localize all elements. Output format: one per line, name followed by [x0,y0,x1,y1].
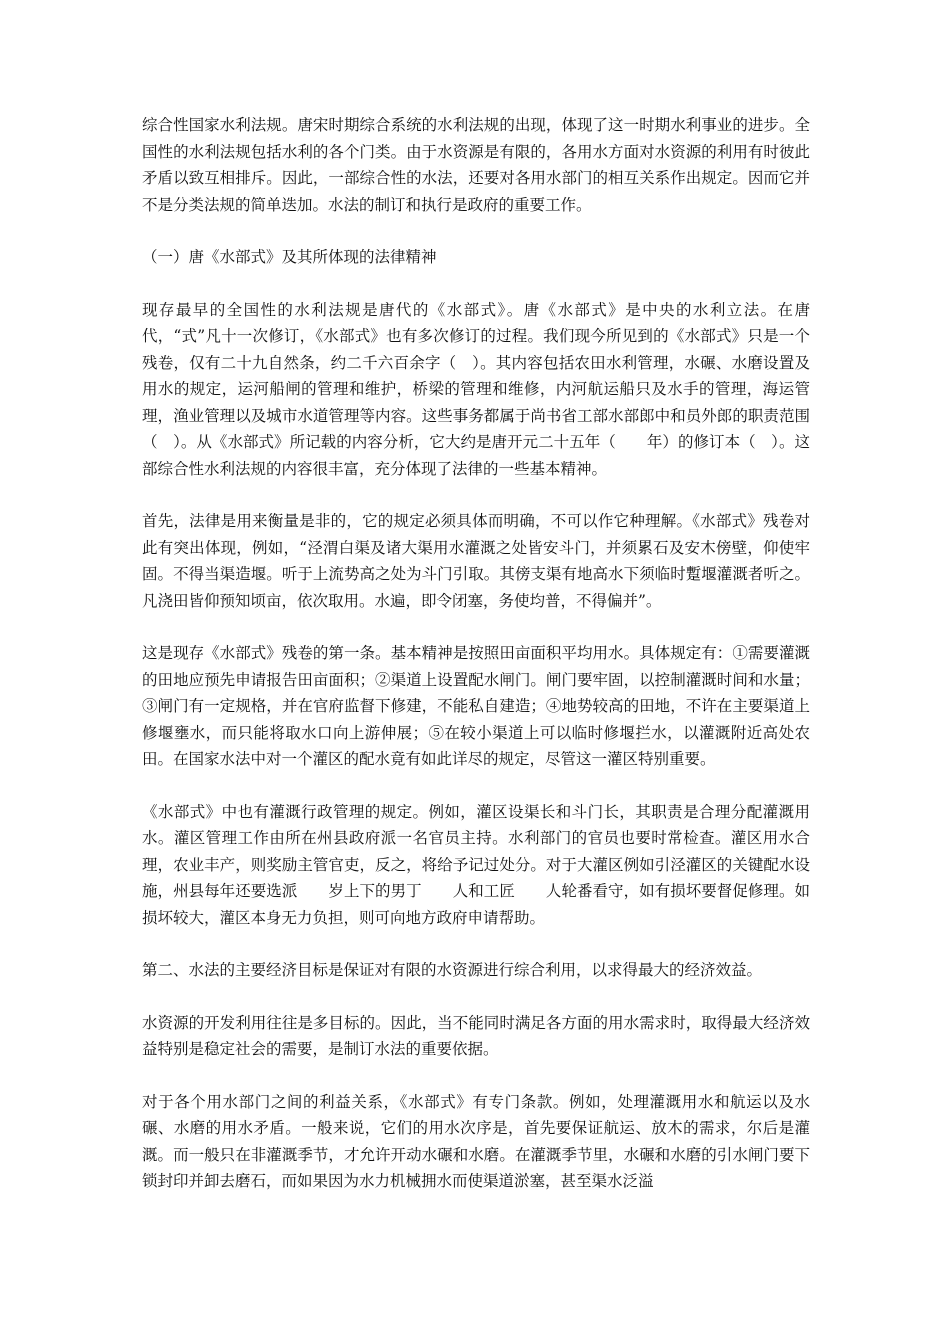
section-heading: （一）唐《水部式》及其所体现的法律精神 [142,248,437,266]
paragraph-first-principle: 首先，法律是用来衡量是非的，它的规定必须具体而明确，不可以作它种理解。《水部式》残卷对此有突出体现，例如，“泾渭白渠及诸大渠用水灌溉之处皆安斗门，并须累石及安木傍壁，仰使牢固。不得当渠造堰。听于上流势高之处为斗门引取。其傍支渠有地高水下须临时蹔堰灌溉者听之。凡浇田皆仰预知顷亩，依次取用。水遍，即令闭塞，务使均普，不得偏并”。 [142,512,810,610]
paragraph-multi-purpose: 水资源的开发利用往往是多目标的。因此，当不能同时满足各方面的用水需求时，取得最大经济效益特别是稳定社会的需要，是制订水法的重要依据。 [142,1013,810,1058]
document-page [142,112,810,1221]
paragraph-shuibushi-overview: 现存最早的全国性的水利法规是唐代的《水部式》。唐《水部式》是中央的水利立法。在唐代，“式”凡十一次修订，《水部式》也有多次修订的过程。我们现今所见到的《水部式》只是一个残卷，仅有二十九自然条，约二千六百余字（ ）。其内容包括农田水利管理，水碾、水磨设置及用水的规定，运河船闸的管理和维护，桥梁的管理和维修，内河航运船只及水手的管理，海运管理，渔业管理以及城市水道管理等内容。这些事务都属于尚书省工部水部郎中和员外郎的职责范围（ ）。从《水部式》所记载的内容分析，它大约是唐开元二十五年（ 年）的修订本（ ）。这部综合性水利法规的内容很丰富，充分体现了法律的一些基本精神。 [142,300,810,478]
paragraph-first-article: 这是现存《水部式》残卷的第一条。基本精神是按照田亩面积平均用水。具体规定有：①需要灌溉的田地应预先申请报告田亩面积；②渠道上设置配水闸门。闸门要牢固，以控制灌溉时间和水量；③闸门有一定规格，并在官府监督下修建，不能私自建造；④地势较高的田地，不许在主要渠道上修堰壅水，而只能将取水口向上游伸展；⑤在较小渠道上可以临时修堰拦水，以灌溉附近高处农田。在国家水法中对一个灌区的配水竟有如此详尽的规定，尽管这一灌区特别重要。 [142,644,810,768]
paragraph-second-principle: 第二、水法的主要经济目标是保证对有限的水资源进行综合利用，以求得最大的经济效益。 [142,961,763,979]
paragraph-intro: 综合性国家水利法规。唐宋时期综合系统的水利法规的出现，体现了这一时期水利事业的进步。全国性的水利法规包括水利的各个门类。由于水资源是有限的，各用水方面对水资源的利用有时彼此矛盾以致互相排斥。因此，一部综合性的水法，还要对各用水部门的相互关系作出规定。因而它并不是分类法规的简单迭加。水法的制订和执行是政府的重要工作。 [142,116,810,214]
paragraph-irrigation-admin: 《水部式》中也有灌溉行政管理的规定。例如，灌区设渠长和斗门长，其职责是合理分配灌溉用水。灌区管理工作由所在州县政府派一名官员主持。水利部门的官员也要时常检查。灌区用水合理，农业丰产，则奖励主管官吏，反之，将给予记过处分。对于大灌区例如引泾灌区的关键配水设施，州县每年还要选派 岁上下的男丁 人和工匠 人轮番看守，如有损坏要督促修理。如损坏较大，灌区本身无力负担，则可向地方政府申请帮助。 [142,802,810,927]
paragraph-water-use-order: 对于各个用水部门之间的利益关系，《水部式》有专门条款。例如，处理灌溉用水和航运以及水碾、水磨的用水矛盾。一般来说，它们的用水次序是，首先要保证航运、放木的需求，尔后是灌溉。而一般只在非灌溉季节，才允许开动水碾和水磨。在灌溉季节里，水碾和水磨的引水闸门要下锁封印并卸去磨石，而如果因为水力机械拥水而使渠道淤塞，甚至渠水泛溢 [142,1092,810,1190]
